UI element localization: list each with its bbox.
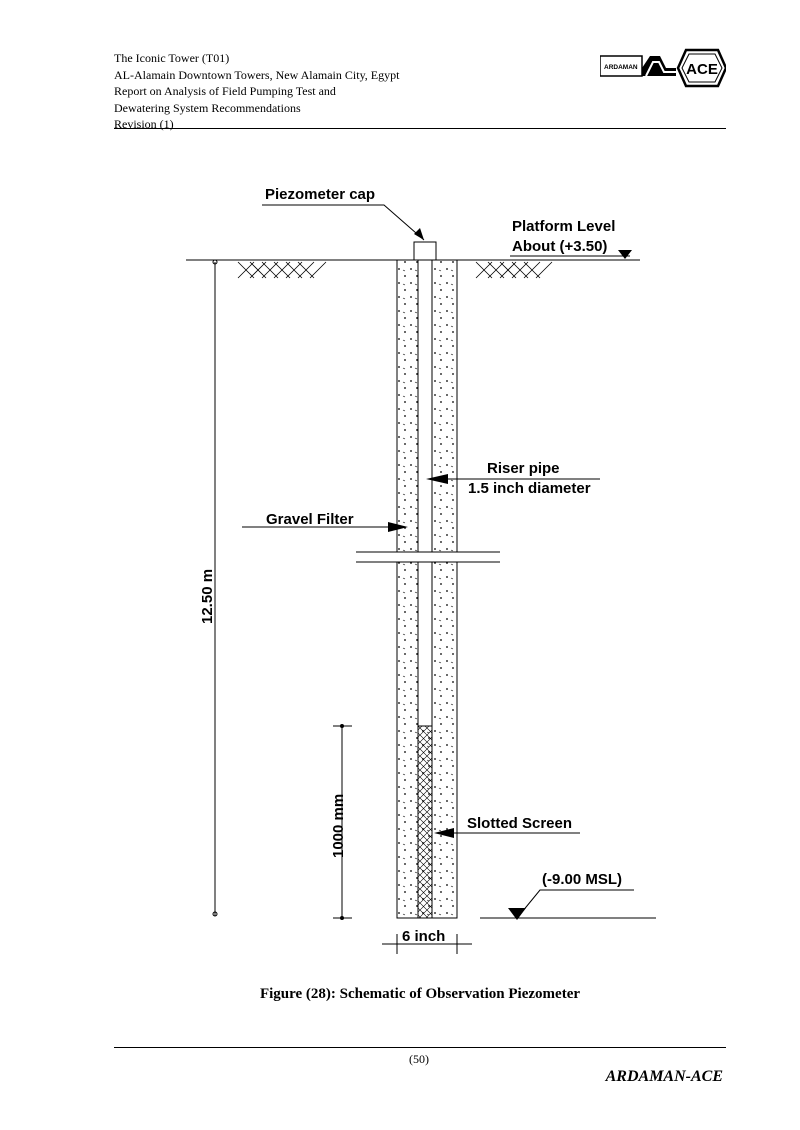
msl-level-label: (-9.00 MSL): [542, 871, 623, 888]
svg-text:ACE: ACE: [686, 61, 718, 78]
footer-divider: [114, 1047, 726, 1048]
svg-text:ARDAMAN: ARDAMAN: [604, 64, 638, 71]
header-project-location: AL-Alamain Downtown Towers, New Alamain City, Egypt: [114, 67, 400, 82]
platform-level-label: Platform Level: [512, 218, 616, 235]
platform-level-marker: [618, 250, 632, 259]
header-project-title: The Iconic Tower (T01): [114, 51, 230, 65]
riser-pipe-label: Riser pipe: [487, 460, 560, 477]
soil-hatch-right: [476, 262, 552, 278]
header-report-title-1: Report on Analysis of Field Pumping Test and: [114, 84, 336, 98]
figure-caption: Figure (28): Schematic of Observation Piezometer: [259, 986, 581, 1002]
riser-pipe-upper: [418, 260, 432, 552]
header-revision: Revision (1): [114, 117, 174, 131]
header-report-title-2: Dewatering System Recommendations: [114, 100, 301, 115]
screen-dimension-label: 1000 mm: [330, 793, 347, 858]
page-number: (50): [409, 1052, 429, 1066]
platform-level-value: About (+3.50): [512, 238, 608, 255]
slotted-screen: [418, 726, 432, 918]
gravel-filter-label: Gravel Filter: [266, 511, 354, 528]
riser-pipe-diameter: 1.5 inch diameter: [468, 480, 591, 497]
width-dimension-label: 6 inch: [402, 928, 446, 945]
footer-company-name: ARDAMAN-ACE: [605, 1068, 723, 1085]
riser-pipe-lower: [418, 562, 432, 726]
piezometer-cap-leader: [262, 205, 424, 240]
slotted-screen-label: Slotted Screen: [467, 815, 573, 832]
msl-leader: [522, 890, 634, 912]
depth-dimension-label: 12.50 m: [199, 568, 216, 624]
piezometer-cap-label: Piezometer cap: [265, 186, 376, 203]
soil-hatch-left: [238, 262, 326, 278]
piezometer-cap: [414, 242, 436, 260]
